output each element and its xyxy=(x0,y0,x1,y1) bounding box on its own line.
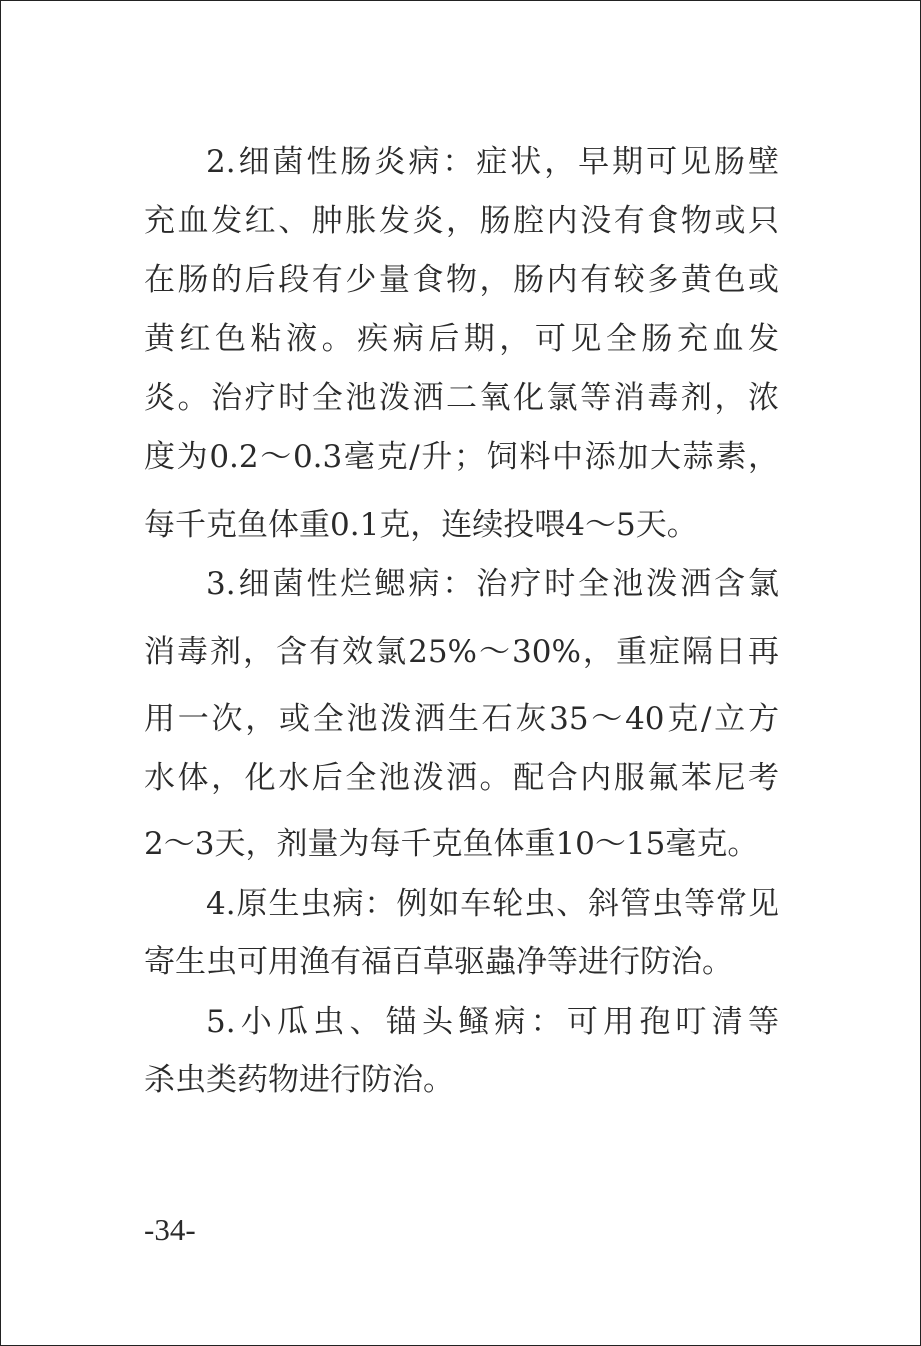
paragraph-5-line-1: 5.小瓜虫、锚头鳋病：可用孢叮清等 xyxy=(206,1004,779,1040)
paragraph-3-line-4: 水体，化水后全池泼洒。配合内服氟苯尼考 xyxy=(144,760,779,796)
paragraph-2-line-2: 充血发红、肿胀发炎，肠腔内没有食物或只 xyxy=(144,203,779,239)
paragraph-2-line-3: 在肠的后段有少量食物，肠内有较多黄色或 xyxy=(144,262,779,298)
paragraph-4-line-2: 寄生虫可用渔有福百草驱蟲净等进行防治。 xyxy=(144,944,733,980)
paragraph-3-line-5: 2～3天，剂量为每千克鱼体重10～15毫克。 xyxy=(144,826,759,862)
paragraph-2-line-5: 炎。治疗时全池泼洒二氧化氯等消毒剂，浓 xyxy=(144,380,779,416)
paragraph-4-line-1: 4.原生虫病：例如车轮虫、斜管虫等常见 xyxy=(206,886,779,922)
paragraph-5-line-2: 杀虫类药物进行防治。 xyxy=(144,1062,454,1098)
paragraph-3-line-2: 消毒剂，含有效氯25%～30%，重症隔日再 xyxy=(144,634,779,670)
paragraph-2-line-7: 每千克鱼体重0.1克，连续投喂4～5天。 xyxy=(144,507,698,543)
page-number: -34- xyxy=(144,1212,196,1247)
paragraph-2-line-6: 度为0.2～0.3毫克/升；饲料中添加大蒜素， xyxy=(144,439,779,475)
paragraph-2-line-4: 黄红色粘液。疾病后期，可见全肠充血发 xyxy=(144,321,779,357)
paragraph-3-line-1: 3.细菌性烂鳃病：治疗时全池泼洒含氯 xyxy=(206,566,779,602)
paragraph-2-line-1: 2.细菌性肠炎病：症状，早期可见肠壁 xyxy=(206,144,779,180)
paragraph-3-line-3: 用一次，或全池泼洒生石灰35～40克/立方 xyxy=(144,701,779,737)
